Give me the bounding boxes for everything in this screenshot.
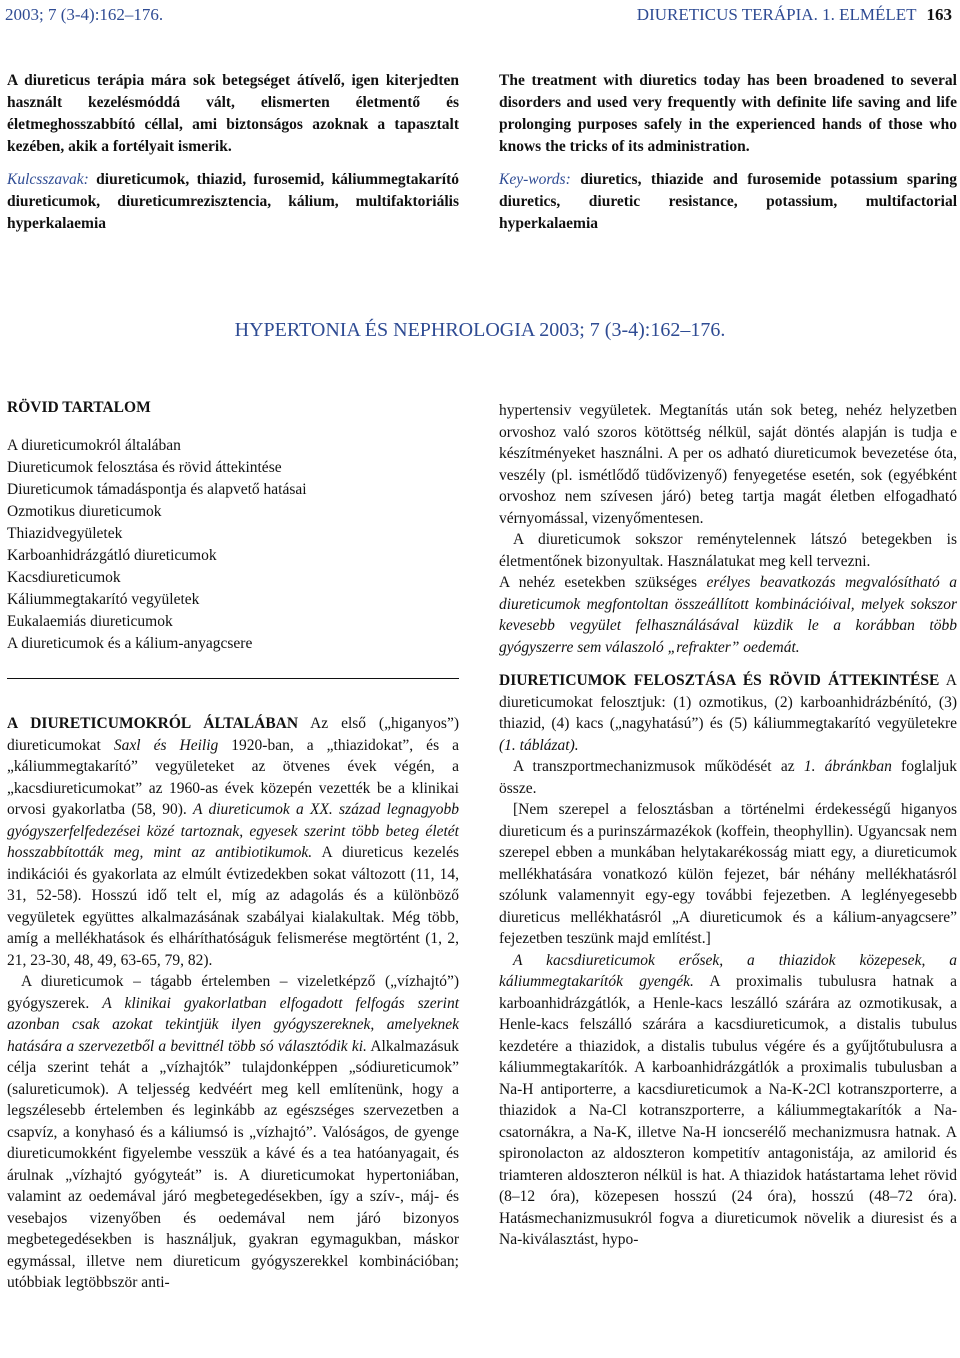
keywords-en: [499, 169, 957, 235]
abstract-en-text: The treatment with diuretics today has been broadened to several disorders and used very frequently with definite life saving and life prolonging purposes safely in the experienced hands of those who knows the tricks of its administration.: [499, 72, 957, 155]
paragraph: [499, 950, 957, 1251]
text-run: Alkalmazásuk célja szerint tehát a „vízhajtók” tulajdonképpen „sódiureticumok” (salureticumok). A teljesség kedvéért meg kell említenünk, hogy a legszélesebb értelemben és leginkább az egészséges szervezetben a csapvíz, a konyhasó és a káliumsó is „vízhajtó”. Valóságos, de gyenge diureticumokként figyelembe vesszük a kávé és a tea hatóanyagait, és árulnak „vízhajtó gyógyteát” is. A diureticumokat hypertoniában, valamint az oedemával járó megbetegedésekben, így a szív-, máj- és vesebajos vizenyőben és oedemával nem járó bizonyos megbetegedésekben is használjuk, gyakran egymagukban, máskor egymással, illetve nem diureticum gyógyszerekkel kombinációban; utóbbiak legtöbbször anti-: [7, 1037, 460, 1291]
toc-item: Thiazidvegyületek: [7, 525, 123, 542]
paragraph: [7, 713, 459, 971]
text-run-italic: A klinikai gyakorlatban elfogadott felfogás szerint azonban csak azokat tekintjük ilyen gyógyszereknek, amelyeknek hatására a szervezetből a bevittnél több só választódik ki.: [7, 994, 459, 1055]
table-of-contents: [7, 397, 459, 655]
keywords-en-label: Key-words:: [499, 171, 571, 188]
text-run: A transzportmechanizmusok működését az: [513, 758, 804, 775]
text-run-italic: A diureticumok a XX. század legnagyobb gyógyszerfelfedezései közé tartoznak, egyesek szerint több beteg életét hosszabbították meg, mint az antibiotikumok.: [7, 801, 459, 861]
paragraph: hypertensiv vegyületek. Megtanítás után sok beteg, nehéz helyzetben orvoshoz való szoros kötöttség nélkül, saját döntés alapján is tudja e készítményeket használni. A per os adható diureticumok bevezetése óta, veszély (pl. ismétlődő tüdővizenyő) fenyegetése esetén, sok (egyébként orvoshoz nem szívesen járó) beteg tartja magát életben elfogadható vérnyomással, vizenyőmentesen.: [499, 402, 957, 527]
paragraph: [7, 971, 459, 1294]
keywords-hu-text: diureticumok, thiazid, furosemid, káliummegtakarító diureticumok, diureticumrezisztencia, kálium, multifaktoriális hyperkalaemia: [7, 171, 460, 232]
toc-item: A diureticumok és a kálium-anyagcsere: [7, 635, 253, 652]
toc-item: Kacsdiureticumok: [7, 569, 121, 586]
body-column-right: [499, 400, 957, 1251]
text-run-italic: Saxl és Heilig: [113, 736, 219, 754]
paragraph: [499, 572, 957, 658]
toc-item: Diureticumok támadáspontja és alapvető hatásai: [7, 481, 307, 498]
abstract-hungarian: [7, 70, 459, 235]
paragraph: A diureticumok sokszor reménytelennek látszó betegekben is életmentőnek bizonyultak. Használatukat meg kell tervezni.: [499, 531, 957, 570]
text-run: 1920-ban, a „thiazidokat”, és a „káliummegtakarító” vegyületeket az ötvenes évek végén, a „kacsdiureticumokat” az 1960-as évek közepén vezették be a klinikai orvosi gyakorlatba (58, 90).: [7, 736, 460, 818]
text-run: A proximalis tubulusra hatnak a karboanhidrázgátlók, a Henle-kacs leszálló szárára az ozmotikusak, a Henle-kacs felszálló szárára a kacsdiureticumok, a distalis tubulus kezdetére a thiazidok, a distalis tubulus végére és a gyűjtőtubulusra a káliummegtakarítók. A karboanhidrázgátlók a proximalis tubulusban a Na-H antiporterre, a kacsdiureticumok a Na-K-2Cl kotranszporterre, a thiazidok a Na-Cl kotranszporterre, a káliummegtakarítók a Na-csatornákra, a Na-K, illetve Na-H ioncserélő mechanizmusra hatnak. A spironolacton az aldoszteron kompetitív antagonistája, az amilorid és triamteren aldoszteron nélkül is hat. A thiazidok hatástartama lehet rövid (8–12 óra), közepesen hosszú (24 óra), hosszú (48–72 óra). Hatásmechanizmusukról fogva a diureticumok növelik a diuresist és a Na-kiválasztást, hypo-: [499, 973, 957, 1248]
page-number: 163: [926, 5, 952, 24]
toc-item: Ozmotikus diureticumok: [7, 503, 162, 520]
toc-divider: [7, 678, 459, 679]
toc-item: Karboanhidrázgátló diureticumok: [7, 547, 217, 564]
toc-title: RÖVID TARTALOM: [7, 399, 151, 416]
paragraph: [499, 670, 957, 756]
running-header-citation: 2003; 7 (3-4):162–176.: [5, 5, 164, 24]
text-run: A diureticumok – tágabb értelemben – vizeletképző („vízhajtó”) gyógyszerek.: [7, 973, 459, 1012]
keywords-hu: [7, 169, 459, 235]
text-run-italic: A kacsdiureticumok erősek, a thiazidok közepesek, a káliummegtakarítók gyengék.: [499, 951, 957, 990]
text-run: foglaljuk össze.: [499, 758, 958, 797]
section-heading-classification: DIURETICUMOK FELOSZTÁSA ÉS RÖVID ÁTTEKINTÉSE: [499, 672, 940, 689]
toc-list: [7, 435, 459, 655]
text-run-italic: erélyes beavatkozás megvalósítható a diureticumok megfontoltan összeállított kombinációival, melyek sokszor kevesebb vegyület felhasználásával küzdik le a korábban több gyógyszerre sem válaszoló „refrakter” oedemát.: [499, 574, 957, 656]
paragraph: [499, 756, 957, 799]
running-header-title: DIURETICUS TERÁPIA. 1. ELMÉLET: [636, 5, 917, 24]
abstract-hu-text: A diureticus terápia mára sok betegséget átívelő, igen kiterjedten használt kezelésmóddá vált, elismerten életmentő és életmeghosszabbító céllal, ami biztonságos azoknak a tapasztalt kezében, akik a fortélyait ismerik.: [7, 72, 459, 155]
toc-item: Káliummegtakarító vegyületek: [7, 591, 200, 608]
paragraph: [Nem szerepel a felosztásban a történelmi érdekességű higanyos diureticum és a purinszármazékok (koffein, theophyllin). Ugyancsak nem szerepel ebben a munkában helytakarékosság miatt egy, a diureticumok mellékhatására vonatkozó külön fejezet, bár néhány mellékhatásról szólunk valamennyit egy-egy további fejezetben. A leglényegesebb diureticus mellékhatásról „A diureticumok és a kálium-anyagcsere” fejezetben teszünk majd említést.]: [499, 801, 957, 947]
toc-item: Diureticumok felosztása és rövid áttekintése: [7, 459, 282, 476]
text-run-italic: 1. ábránkban: [803, 758, 892, 775]
body-column-left: [7, 713, 459, 1294]
text-run-italic: (1. táblázat).: [499, 736, 579, 754]
text-run: A diureticumokat felosztjuk: (1) ozmotikus, (2) karboanhidrázbénító, (3) thiazid, (4) kacs („nagyhatású”) és (5) káliummegtakarító vegyületekre: [499, 672, 957, 732]
keywords-hu-label: Kulcsszavak:: [7, 171, 89, 188]
running-header-title-block: [637, 5, 952, 25]
text-run: A nehéz esetekben szükséges: [499, 574, 707, 591]
abstract-english: [499, 70, 957, 235]
keywords-en-text: diuretics, thiazide and furosemide potassium sparing diuretics, diuretic resistance, potassium, multifactorial hyperkalaemia: [499, 171, 958, 232]
toc-item: Eukalaemiás diureticumok: [7, 613, 173, 630]
journal-citation-line: HYPERTONIA ÉS NEPHROLOGIA 2003; 7 (3-4):162–176.: [234, 319, 726, 341]
text-run: A diureticus kezelés indikációi és gyakorlata az elmúlt évtizedekben sokat változott (11, 14, 31, 52-58). Hosszú idő telt el, míg az adagolás és a különböző vegyületek együttes alkalmazásának szabályai kialakultak. Még több, amíg a mellékhatások és elháríthatóságuk felismerése megtörtént (1, 2, 21, 23-30, 48, 49, 63-65, 79, 82).: [7, 844, 459, 969]
text-run: Az első („higanyos”) diureticumokat: [7, 715, 459, 754]
toc-item: A diureticumokról általában: [7, 437, 181, 454]
section-heading-general: A DIURETICUMOKRÓL ÁLTALÁBAN: [7, 715, 299, 732]
